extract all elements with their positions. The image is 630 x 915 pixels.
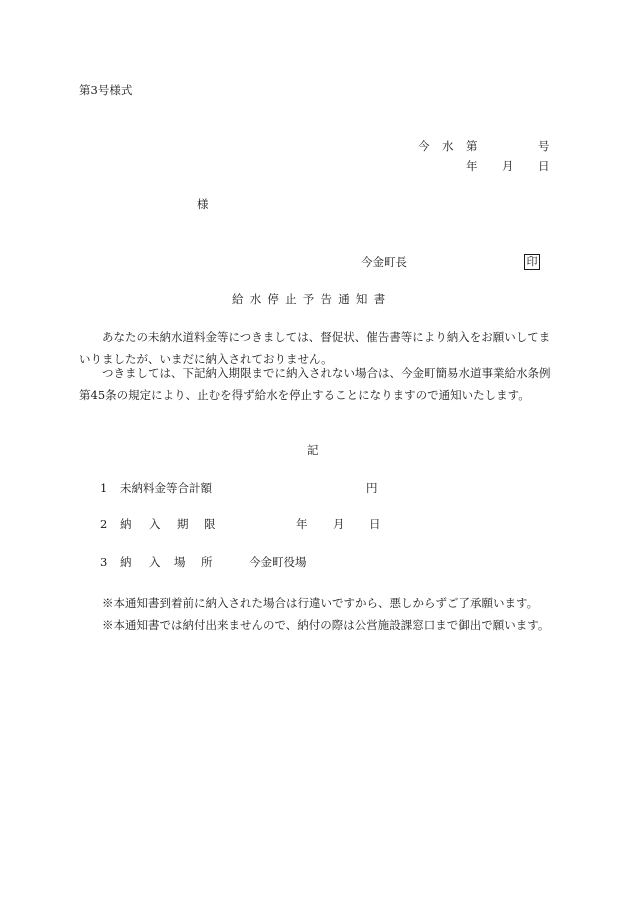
- item-3-label-char-2: 入: [149, 555, 161, 569]
- doc-number-suffix: 号: [538, 139, 550, 153]
- item-2-label-char-2: 入: [149, 517, 161, 531]
- item-2-month: 月: [333, 517, 345, 531]
- notes: [102, 592, 549, 636]
- item-2-year: 年: [296, 517, 308, 531]
- document-title: 給水停止予告通知書: [232, 292, 392, 306]
- item-2-number: 2: [100, 517, 108, 531]
- sender-name: 今金町長: [361, 255, 407, 269]
- paragraph-1: あなたの未納水道料金等につきましては、督促状、催告書等により納入をお願いしてまいりましたが、いまだに納入されておりません。: [79, 330, 551, 366]
- note-2: ※本通知書では納付出来ませんので、納付の際は公営施設課窓口まで御出で願います。: [102, 618, 550, 632]
- item-1-number: 1: [100, 481, 108, 495]
- paragraph-2: つきましては、下記納入期限までに納入されない場合は、今金町簡易水道事業給水条例第45条の規定により、止むを得ず給水を停止することになりますので通知いたします。: [79, 366, 551, 402]
- item-3-number: 3: [100, 555, 108, 569]
- item-1: [0, 483, 630, 497]
- item-3-value: 今金町役場: [249, 555, 307, 569]
- item-3: [0, 557, 630, 571]
- item-1-label: 未納料金等合計額: [120, 481, 212, 495]
- item-3-label-char-4: 所: [201, 555, 213, 569]
- item-3-label-char-1: 納: [120, 555, 132, 569]
- date-month: 月: [502, 159, 514, 173]
- item-2-label-char-1: 納: [120, 517, 132, 531]
- date-year: 年: [466, 159, 478, 173]
- item-2: [0, 519, 630, 533]
- ki-heading: 記: [307, 443, 319, 457]
- date-day: 日: [538, 159, 550, 173]
- doc-number-prefix-2: 水: [442, 139, 454, 153]
- form-number: 第3号様式: [79, 83, 133, 97]
- addressee-suffix: 様: [197, 197, 209, 211]
- item-3-label-char-3: 場: [174, 555, 186, 569]
- doc-number-prefix-1: 今: [418, 139, 430, 153]
- item-2-label-char-4: 限: [204, 517, 216, 531]
- item-2-day: 日: [369, 517, 381, 531]
- seal-mark: 印: [524, 254, 540, 270]
- item-1-unit: 円: [366, 481, 378, 495]
- note-1: ※本通知書到着前に納入された場合は行違いですから、悪しからずご了承願います。: [102, 596, 539, 610]
- item-2-label-char-3: 期: [177, 517, 189, 531]
- doc-number-prefix-3: 第: [466, 139, 478, 153]
